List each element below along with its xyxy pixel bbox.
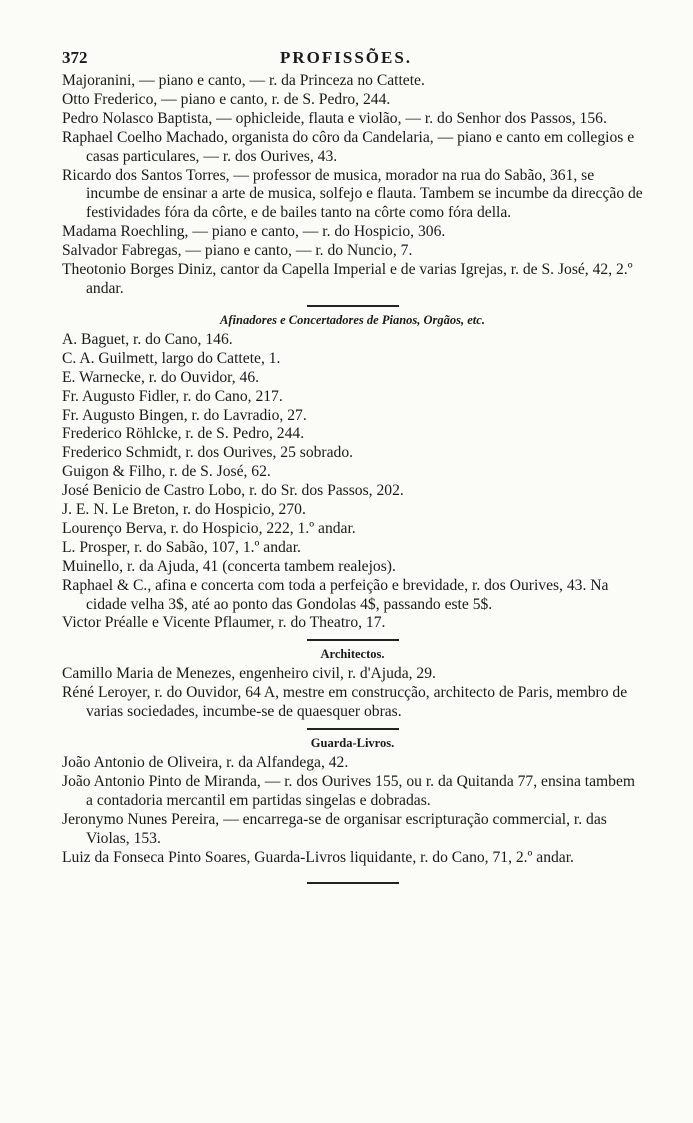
section-architects xyxy=(62,646,643,722)
page-header xyxy=(62,44,643,72)
list-item: José Benicio de Castro Lobo, r. do Sr. dos Passos, 202. xyxy=(62,482,404,500)
list-item: Luiz da Fonseca Pinto Soares, Guarda-Livros liquidante, r. do Cano, 71, 2.º andar. xyxy=(62,848,574,866)
list-item: Ricardo dos Santos Torres, — professor de musica, morador na rua do Sabão, 361, se incumbe de ensinar a arte de musica, solfejo e flauta. Tambem se incumbe da direcção de festividades fóra da côrte, e de bailes tanto na côrte como fóra della. xyxy=(62,166,643,222)
section-divider xyxy=(307,639,399,641)
section-music-teachers xyxy=(62,72,643,299)
list-item: L. Prosper, r. do Sabão, 107, 1.º andar. xyxy=(62,538,301,556)
list-item: Raphael & C., afina e concerta com toda a perfeição e brevidade, r. dos Ourives, 43. Na cidade velha 3$, até ao ponto das Gondolas 4$, passando este 5$. xyxy=(62,576,609,613)
list-item: Victor Préalle e Vicente Pflaumer, r. do Theatro, 17. xyxy=(62,614,386,632)
list-item: Frederico Schmidt, r. dos Ourives, 25 sobrado. xyxy=(62,444,354,462)
list-item: Guigon & Filho, r. de S. José, 62. xyxy=(62,463,271,481)
list-item: Réné Leroyer, r. do Ouvidor, 64 A, mestre em construcção, architecto de Paris, membro de varias sociedades, incumbe-se de quaesquer obras. xyxy=(62,684,628,721)
list-item: Raphael Coelho Machado, organista do côro da Candelaria, — piano e canto em collegios e casas particulares, — r. dos Ourives, 43. xyxy=(62,128,635,165)
list-item: Fr. Augusto Bingen, r. do Lavradio, 27. xyxy=(62,406,307,424)
page-title: PROFISSÕES. xyxy=(280,48,413,67)
list-item: Salvador Fabregas, — piano e canto, — r. do Nuncio, 7. xyxy=(62,242,413,260)
list-item: Madama Roechling, — piano e canto, — r. do Hospicio, 306. xyxy=(62,223,446,241)
list-item: Pedro Nolasco Baptista, — ophicleide, flauta e violão, — r. do Senhor dos Passos, 156. xyxy=(62,109,607,127)
list-item: Lourenço Berva, r. do Hospicio, 222, 1.º andar. xyxy=(62,519,356,537)
list-item: Otto Frederico, — piano e canto, r. de S. Pedro, 244. xyxy=(62,90,391,108)
section-divider xyxy=(307,728,399,730)
list-item: Muinello, r. da Ajuda, 41 (concerta tambem realejos). xyxy=(62,557,396,575)
list-item: E. Warnecke, r. do Ouvidor, 46. xyxy=(62,368,260,386)
section-heading: Afinadores e Concertadores de Pianos, Orgãos, etc. xyxy=(220,312,485,327)
list-item: Jeronymo Nunes Pereira, — encarrega-se de organisar escripturação commercial, r. das Violas, 153. xyxy=(62,810,607,847)
list-item: Majoranini, — piano e canto, — r. da Princeza no Cattete. xyxy=(62,72,425,89)
list-item: Frederico Röhlcke, r. de S. Pedro, 244. xyxy=(62,425,305,443)
list-item: A. Baguet, r. do Cano, 146. xyxy=(62,330,233,348)
section-divider xyxy=(307,882,399,884)
list-item: J. E. N. Le Breton, r. do Hospicio, 270. xyxy=(62,501,306,519)
list-item: Camillo Maria de Menezes, engenheiro civil, r. d'Ajuda, 29. xyxy=(62,665,436,683)
list-item: Theotonio Borges Diniz, cantor da Capella Imperial e de varias Igrejas, r. de S. José, 42, 2.º andar. xyxy=(62,261,633,297)
section-heading: Architectos. xyxy=(320,647,385,662)
section-heading: Guarda-Livros. xyxy=(310,736,395,751)
list-item: João Antonio Pinto de Miranda, — r. dos Ourives 155, ou r. da Quitanda 77, ensina tambem a contadoria mercantil em partidas singelas e dobradas. xyxy=(62,773,635,809)
list-item: C. A. Guilmett, largo do Cattete, 1. xyxy=(62,349,281,367)
section-piano-tuners xyxy=(62,312,643,634)
list-item: João Antonio de Oliveira, r. da Alfandega, 42. xyxy=(62,754,349,772)
section-bookkeepers xyxy=(62,735,643,867)
section-divider xyxy=(307,305,399,307)
page-number: 372 xyxy=(62,48,88,67)
list-item: Fr. Augusto Fidler, r. do Cano, 217. xyxy=(62,387,283,405)
